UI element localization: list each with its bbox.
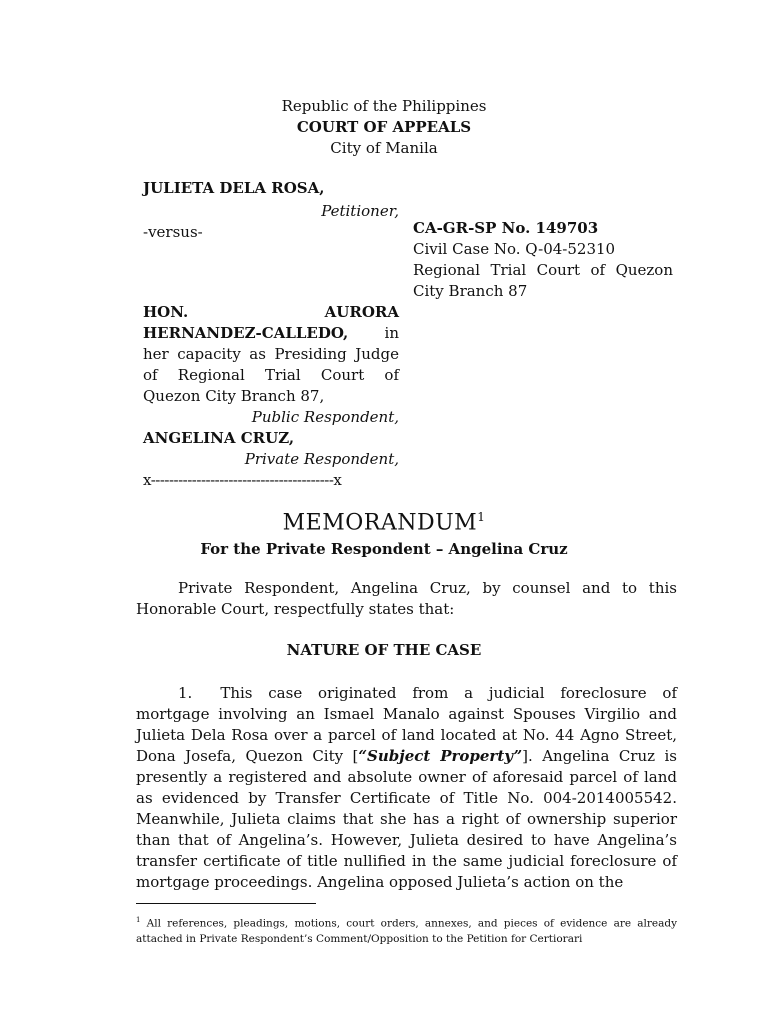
public-respondent-role: Public Respondent, xyxy=(251,408,399,426)
trial-court-line-2: City Branch 87 xyxy=(413,282,528,300)
footnote-mark: 1 xyxy=(136,916,141,924)
header-city: City of Manila xyxy=(330,139,438,157)
respondent-line-5: Quezon City Branch 87, xyxy=(143,387,325,405)
private-respondent-name: ANGELINA CRUZ, xyxy=(143,429,295,447)
respondent-line-4: of Regional Trial Court of xyxy=(143,366,399,384)
document-title xyxy=(0,510,768,535)
respondent-line-3: her capacity as Presiding Judge xyxy=(143,345,399,363)
petitioner-role: Petitioner, xyxy=(321,202,399,220)
private-respondent-role: Private Respondent, xyxy=(244,450,399,468)
document-subtitle: For the Private Respondent – Angelina Cruz xyxy=(200,540,568,558)
subject-property-term: “Subject Property” xyxy=(358,747,523,765)
versus-label: -versus- xyxy=(143,223,203,241)
title-text: MEMORANDUM xyxy=(282,510,478,536)
case-info xyxy=(413,218,673,302)
paragraph-1-text-a: This case originated from a judicial foreclosure of mortgage involving an Ismael Manalo against Spouses Virgilio and Julieta Dela Rosa over a parcel of land located at No. 44 Agno Street, Dona Josefa, Quezon City [ xyxy=(136,684,677,765)
court-header xyxy=(0,96,768,159)
caption-divider: x----------------------------------------x xyxy=(143,471,342,489)
case-number: CA-GR-SP No. 149703 xyxy=(413,219,599,237)
footnote-rule xyxy=(136,903,316,904)
header-court: COURT OF APPEALS xyxy=(296,118,472,136)
civil-case-number: Civil Case No. Q-04-52310 xyxy=(413,240,616,258)
section-heading: NATURE OF THE CASE xyxy=(286,641,482,659)
petitioner-name: JULIETA DELA ROSA, xyxy=(143,179,325,197)
intro-paragraph: Private Respondent, Angelina Cruz, by counsel and to this Honorable Court, respectfully states that: xyxy=(136,579,677,618)
respondent-block xyxy=(143,302,399,491)
trial-court-line-1: Regional Trial Court of Quezon xyxy=(413,261,673,279)
paragraph-1 xyxy=(136,683,677,893)
respondent-line-1: HON. AURORA xyxy=(143,303,399,321)
paragraph-1-text-b: ]. Angelina Cruz is presently a registered and absolute owner of aforesaid parcel of land as evidenced by Transfer Certificate of Title No. 004-2014005542. Meanwhile, Julieta claims that she has a right of ownership superior than that of Angelina’s. However, Julieta desired to have Angelina’s transfer certificate of title nullified in the same judicial foreclosure of mortgage proceedings. Angelina opposed Julieta’s action on the xyxy=(136,747,677,891)
footnote xyxy=(136,913,677,947)
case-caption xyxy=(143,178,399,243)
header-republic: Republic of the Philippines xyxy=(281,97,487,115)
title-footnote-mark: 1 xyxy=(477,510,486,524)
respondent-line-2: HERNANDEZ-CALLEDO, in xyxy=(143,324,399,342)
footnote-text: All references, pleadings, motions, court orders, annexes, and pieces of evidence are already attached in Private Respondent’s Comment/Opposition to the Petition for Certiorari xyxy=(136,917,677,945)
paragraph-1-number: 1. xyxy=(178,684,193,702)
